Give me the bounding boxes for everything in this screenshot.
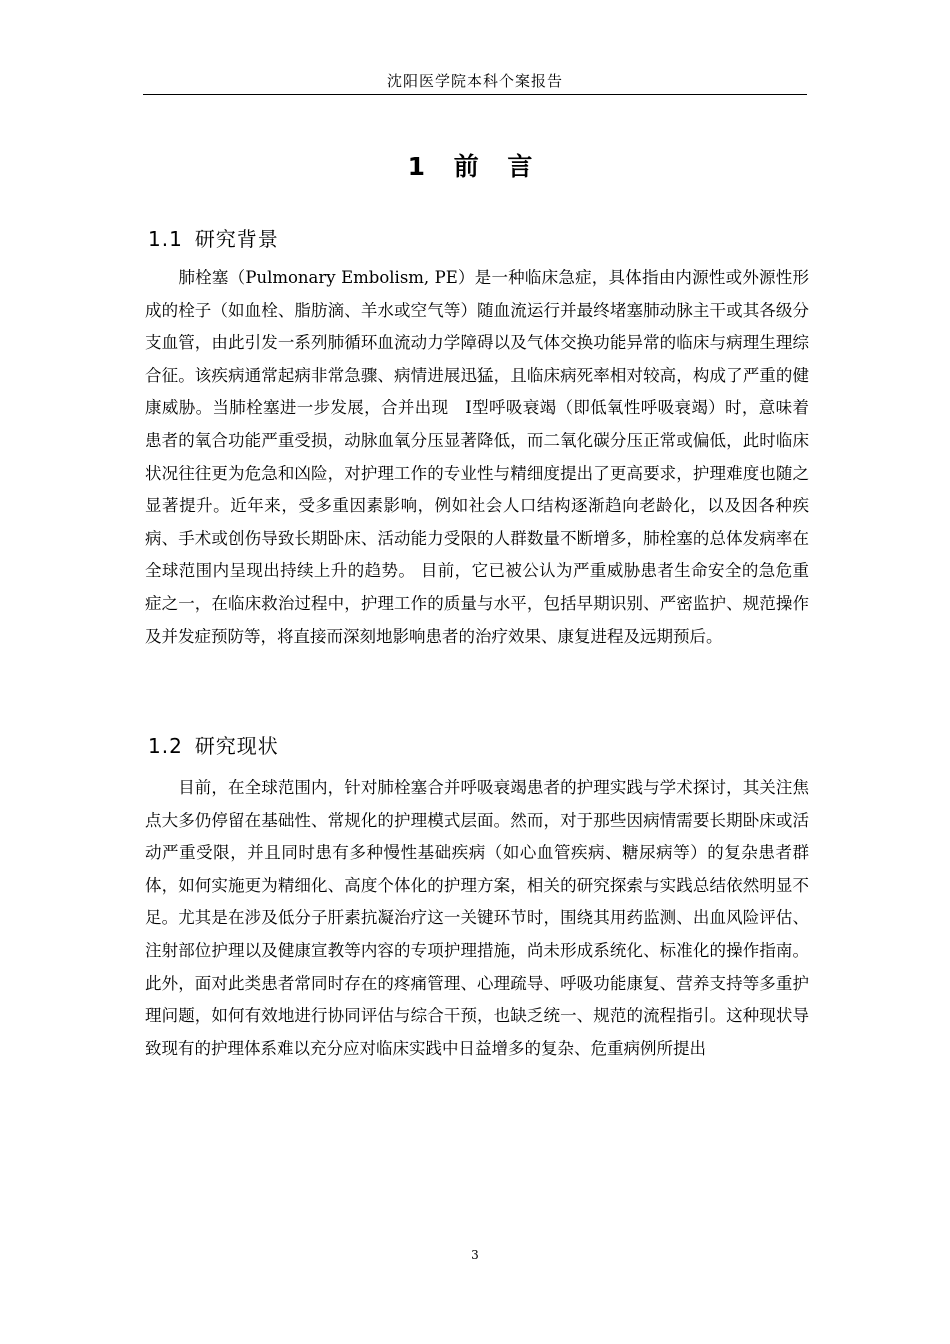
section-heading-1-1: [148, 223, 279, 252]
section-heading-1-2: [148, 730, 279, 759]
section-paragraph-background: 肺栓塞（Pulmonary Embolism, PE）是一种临床急症，具体指由内源性或外源性形成的栓子（如血栓、脂肪滴、羊水或空气等）随血流运行并最终堵塞肺动脉主干或其各级分支血管，由此引发一系列肺循环血流动力学障碍以及气体交换功能异常的临床与病理生理综合征。该疾病通常起病非常急骤、病情进展迅猛，且临床病死率相对较高，构成了严重的健康威胁。当肺栓塞进一步发展，合并出现 Ⅰ型呼吸衰竭（即低氧性呼吸衰竭）时，意味着患者的氧合功能严重受损，动脉血氧分压显著降低，而二氧化碳分压正常或偏低，此时临床状况往往更为危急和凶险，对护理工作的专业性与精细度提出了更高要求，护理难度也随之显著提升。近年来，受多重因素影响，例如社会人口结构逐渐趋向老龄化，以及因各种疾病、手术或创伤导致长期卧床、活动能力受限的人群数量不断增多，肺栓塞的总体发病率在全球范围内呈现出持续上升的趋势。 目前，它已被公认为严重威胁患者生命安全的急危重症之一，在临床救治过程中，护理工作的质量与水平，包括早期识别、严密监护、规范操作及并发症预防等，将直接而深刻地影响患者的治疗效果、康复进程及远期预后。: [145, 268, 809, 646]
section-number: 1.2: [148, 734, 183, 758]
section-title: 研究背景: [194, 227, 279, 251]
section-title: 研究现状: [194, 734, 279, 758]
running-header: 沈阳医学院本科个案报告: [386, 72, 563, 90]
header-rule: [143, 94, 807, 95]
section-paragraph-status: 目前，在全球范围内，针对肺栓塞合并呼吸衰竭患者的护理实践与学术探讨，其关注焦点大多仍停留在基础性、常规化的护理模式层面。然而，对于那些因病情需要长期卧床或活动严重受限，并且同时患有多种慢性基础疾病（如心血管疾病、糖尿病等）的复杂患者群体，如何实施更为精细化、高度个体化的护理方案，相关的研究探索与实践总结依然明显不足。尤其是在涉及低分子肝素抗凝治疗这一关键环节时，围绕其用药监测、出血风险评估、注射部位护理以及健康宣教等内容的专项护理措施，尚未形成系统化、标准化的操作指南。此外，面对此类患者常同时存在的疼痛管理、心理疏导、呼吸功能康复、营养支持等多重护理问题，如何有效地进行协同评估与综合干预，也缺乏统一、规范的流程指引。这种现状导致现有的护理体系难以充分应对临床实践中日益增多的复杂、危重病例所提出: [145, 778, 809, 1058]
section-number: 1.1: [148, 227, 183, 251]
page-number: 3: [471, 1248, 479, 1262]
chapter-title: 1 前 言: [407, 152, 543, 181]
